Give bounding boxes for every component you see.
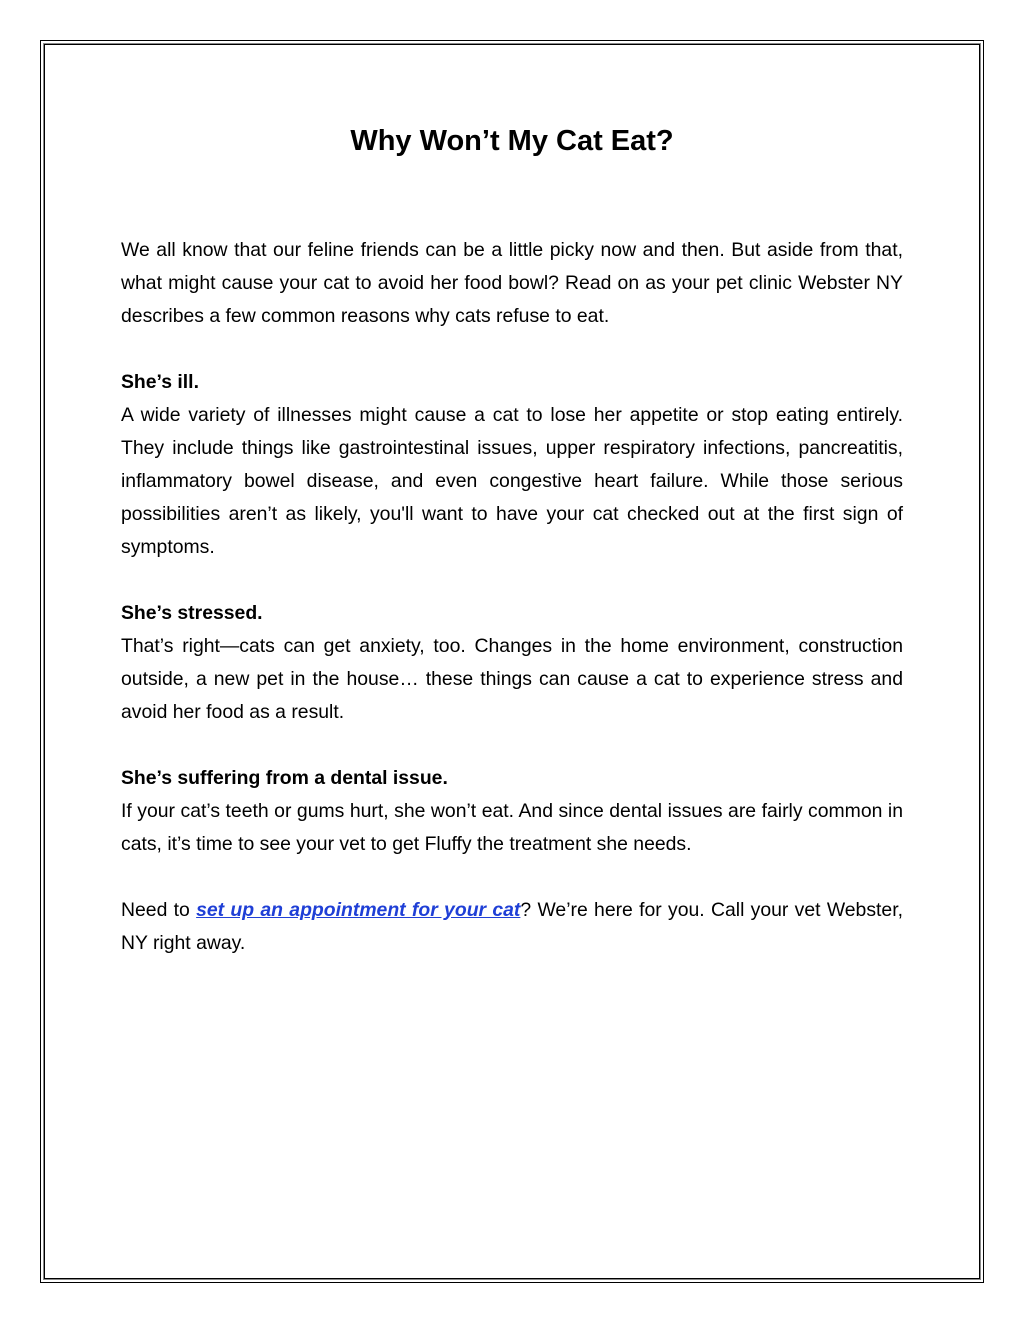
section-heading-dental: She’s suffering from a dental issue. — [121, 767, 448, 789]
document-title: Why Won’t My Cat Eat? — [350, 125, 674, 157]
closing-after-link: ? We’re here for you. Call your vet Webster, NY right away. — [121, 899, 903, 954]
appointment-link[interactable]: set up an appointment for your cat — [196, 899, 521, 921]
section-stressed — [121, 597, 903, 729]
section-heading-stressed: She’s stressed. — [121, 602, 263, 624]
section-body-dental: If your cat’s teeth or gums hurt, she won’t eat. And since dental issues are fairly common in cats, it’s time to see your vet to get Fluffy the treatment she needs. — [121, 800, 903, 855]
document-body — [121, 234, 903, 993]
intro-paragraph: We all know that our feline friends can be a little picky now and then. But aside from that, what might cause your cat to avoid her food bowl? Read on as your pet clinic Webster NY describes a few common reasons why cats refuse to eat. — [121, 239, 903, 327]
section-body-stressed: That’s right—cats can get anxiety, too. Changes in the home environment, construction outside, a new pet in the house… these things can cause a cat to experience stress and avoid her food as a result. — [121, 635, 903, 723]
section-body-ill: A wide variety of illnesses might cause a cat to lose her appetite or stop eating entirely. They include things like gastrointestinal issues, upper respiratory infections, pancreatitis, inflammatory bowel disease, and even congestive heart failure. While those serious possibilities aren’t as likely, you'll want to have your cat checked out at the first sign of symptoms. — [121, 404, 903, 558]
section-dental — [121, 762, 903, 861]
closing-before-link: Need to — [121, 899, 197, 921]
section-heading-ill: She’s ill. — [121, 371, 199, 393]
section-ill — [121, 366, 903, 564]
closing-paragraph — [121, 894, 903, 960]
